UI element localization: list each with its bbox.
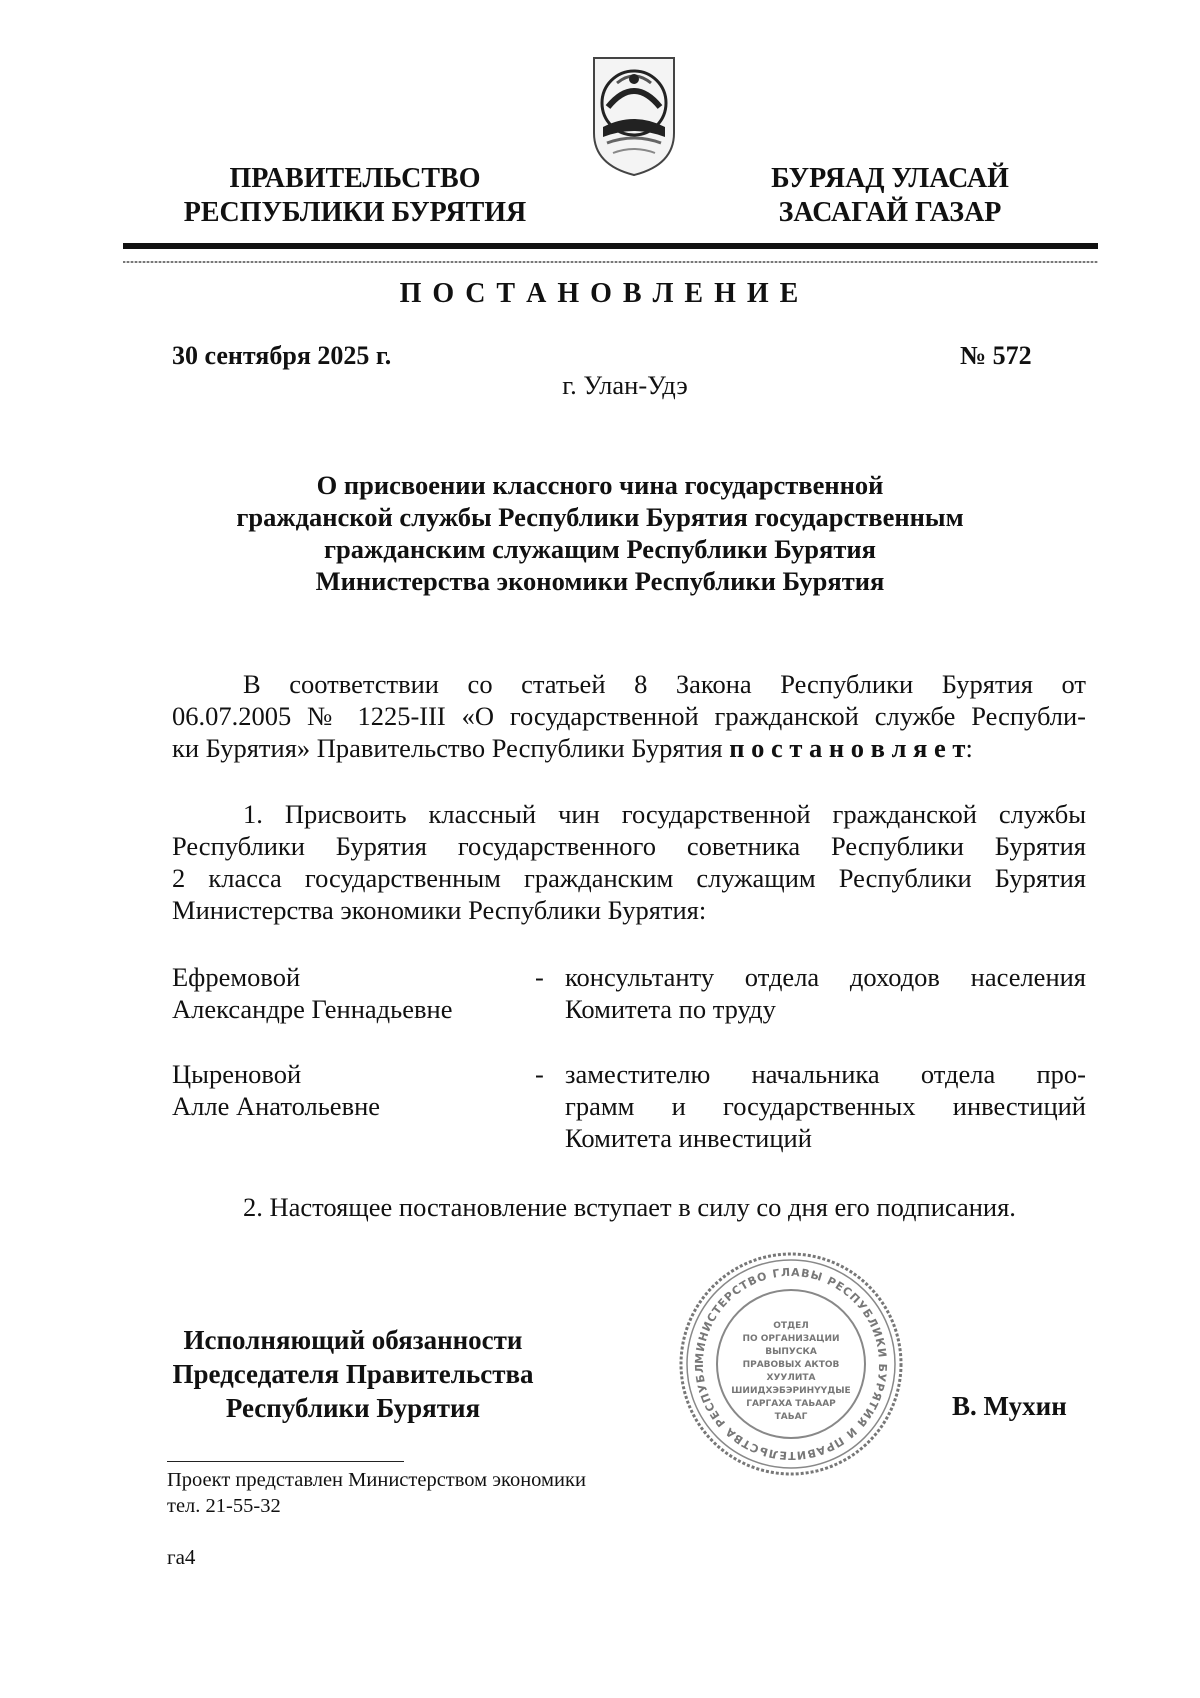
person-2-position-line-3: Комитета инвестиций <box>565 1123 812 1153</box>
signature-title-line-1: Исполняющий обязанности <box>183 1325 523 1355</box>
coat-of-arms-emblem <box>591 55 677 177</box>
person-1-dash: - <box>535 962 544 992</box>
person-2-dash: - <box>535 1059 544 1089</box>
person-1-name <box>172 961 502 1025</box>
person-1-position-line-1: консультанту отдела доходов населения <box>565 962 1086 992</box>
gov-name-bua-line1: БУРЯАД УЛАСАЙ <box>771 163 1009 194</box>
gov-name-ru-line1: ПРАВИТЕЛЬСТВО <box>229 163 481 194</box>
stamp-ring-text: МИНИСТЕРСТВО ГЛАВЫ РЕСПУБЛИКИ БУРЯТИЯ И ПРАВИТЕЛЬСТВА РЕСПУБЛ <box>692 1265 890 1463</box>
person-1-surname: Ефремовой <box>172 962 301 992</box>
preamble-line-3-text: ки Бурятия» Правительство Республики Бурятия <box>172 733 730 763</box>
title-line-3: гражданским служащим Республики Бурятия <box>324 534 876 564</box>
title-line-4: Министерства экономики Республики Бурятия <box>315 566 885 596</box>
decree-verb: п о с т а н о в л я е т <box>729 733 966 763</box>
gov-name-ru-line2: РЕСПУБЛИКИ БУРЯТИЯ <box>183 197 527 228</box>
item-1-line-2: Республики Бурятия государственного советника Республики Бурятия <box>172 831 1086 861</box>
gov-name-bua <box>740 162 1040 230</box>
header-rule-thin <box>123 261 1098 263</box>
stamp-line-8: ТАЬАГ <box>774 1412 808 1422</box>
gov-name-ru <box>165 162 545 230</box>
official-seal-stamp <box>677 1250 905 1478</box>
person-1-position-line-2: Комитета по труду <box>565 994 776 1024</box>
document-city: г. Улан-Удэ <box>562 370 688 400</box>
stamp-line-1: ОТДЕЛ <box>773 1321 809 1331</box>
signature-title <box>157 1323 549 1425</box>
person-2-surname: Цыреновой <box>172 1059 302 1089</box>
person-1-position <box>565 961 1086 1025</box>
title-line-1: О присвоении классного чина государственной <box>316 470 884 500</box>
item-1-line-1: 1. Присвоить классный чин государственной гражданской службы <box>243 799 1086 829</box>
signature-title-line-2: Председателя Правительства <box>172 1359 534 1389</box>
document-title <box>0 469 1200 597</box>
preamble-line-1: В соответствии со статьей 8 Закона Республики Бурятия от <box>243 669 1086 699</box>
signatory-name: В. Мухин <box>952 1391 1067 1421</box>
stamp-line-4: ПРАВОВЫХ АКТОВ <box>742 1360 840 1370</box>
preamble-paragraph <box>172 668 1086 764</box>
preamble-line-3 <box>172 732 1086 764</box>
stamp-line-5: ХУУЛИТА <box>766 1373 816 1383</box>
document-number: № 572 <box>960 341 1032 370</box>
footer-note <box>167 1467 586 1519</box>
item-2-paragraph: 2. Настоящее постановление вступает в силу со дня его подписания. <box>243 1192 1016 1222</box>
person-2-name <box>172 1058 502 1122</box>
person-1-given-names: Александре Геннадьевне <box>172 994 453 1024</box>
document-code: га4 <box>167 1545 196 1569</box>
item-1-paragraph <box>172 798 1086 926</box>
preamble-line-2: 06.07.2005 № 1225-III «О государственной гражданской службе Республи- <box>172 701 1086 731</box>
item-1-line-4: Министерства экономики Республики Бурятия: <box>172 895 707 925</box>
signature-title-line-3: Республики Бурятия <box>225 1393 481 1423</box>
stamp-line-2: ПО ОРГАНИЗАЦИИ <box>742 1334 840 1344</box>
person-2-given-names: Алле Анатольевне <box>172 1091 381 1121</box>
gov-name-bua-line2: ЗАСАГАЙ ГАЗАР <box>778 197 1002 228</box>
person-2-position <box>565 1058 1086 1154</box>
preamble-colon: : <box>965 733 973 763</box>
item-1-line-3: 2 класса государственным гражданским служащим Республики Бурятия <box>172 863 1086 893</box>
header-rule-thick <box>123 243 1098 249</box>
stamp-line-7: ГАРГАХА ТАЬААР <box>746 1399 836 1409</box>
document-date: 30 сентября 2025 г. <box>172 341 392 370</box>
footer-line-2: тел. 21-55-32 <box>167 1495 281 1517</box>
stamp-line-6: ШИИДХЭБЭРИНҮҮДЫЕ <box>731 1386 851 1396</box>
footer-line-1: Проект представлен Министерством экономики <box>167 1469 586 1491</box>
person-2-position-line-1: заместителю начальника отдела про- <box>565 1059 1086 1089</box>
person-2-position-line-2: грамм и государственных инвестиций <box>565 1091 1086 1121</box>
document-type: П О С Т А Н О В Л Е Н И Е <box>399 278 801 309</box>
footer-divider <box>167 1461 404 1462</box>
stamp-line-3: ВЫПУСКА <box>765 1347 817 1357</box>
title-line-2: гражданской службы Республики Бурятия государственным <box>236 502 964 532</box>
